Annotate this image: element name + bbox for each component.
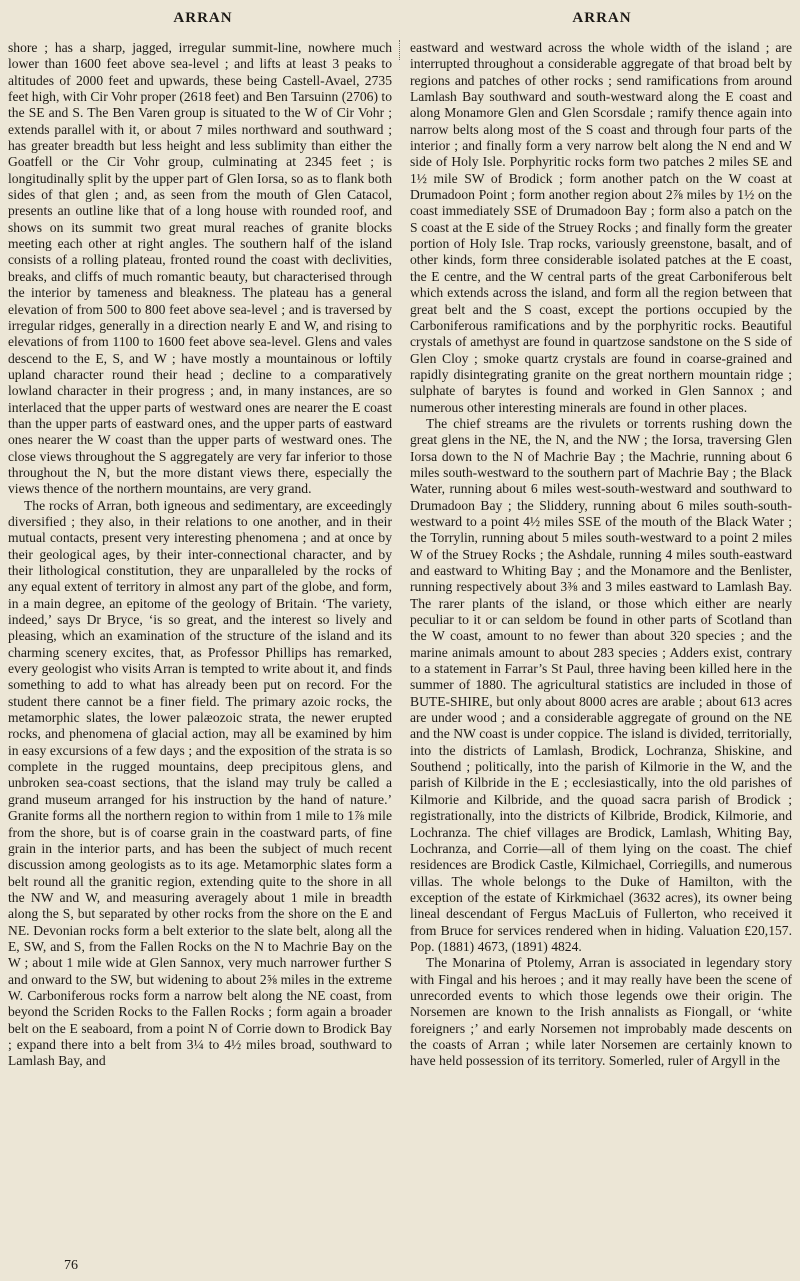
column-rule [399,40,400,60]
paragraph: The rocks of Arran, both igneous and sedimentary, are exceedingly diversified ; they also, in their relations to one another, and in their mutual contacts, present very interesting phenomena ; and at once by their geological ages, by their inter-connectional character, and by their lithological constitution, they are unparalleled by the rocks of any equal extent of territory in almost any part of the globe, and form, in a main degree, an epitome of the geology of Britain. ‘The variety, indeed,’ says Dr Bryce, ‘is so great, and the interest so lively and pleasing, which an examination of the structure of the island and its charming scenery excites, that, as Professor Phillips has remarked, every geologist who visits Arran is tempted to write about it, and finds something to add to what has already been put on record. For the student there cannot be a finer field. The primary azoic rocks, the metamorphic slates, the lower palæozoic strata, the newer erupted rocks, and phenomena of glacial action, may all be examined by him in easy excursions of a few days ; and the exposition of the strata is so complete in the rugged mountains, deep precipitous glens, and unbroken sea-coast sections, that the island may truly be called a grand museum arranged for his instruction by the hand of nature.’ Granite forms all the northern region to within from 1 mile to 1⅞ mile from the shore, but is of coarse grain in the coastward parts, of fine grain in the interior parts, and has been the subject of much recent discussion among geologists as to its age. Metamorphic slates form a belt round all the granitic region, extending quite to the shore in all the NW and W, and measuring averagely about 1 mile in breadth along the S, but separated by other rocks from the shore on the E and NE. Devonian rocks form a belt exterior to the slate belt, along all the E, SW, and S, from the Fallen Rocks on the N to Machrie Bay on the W ; about 1 mile wide at Glen Sannox, very much narrower further S and onward to the SW, but widening to about 2⅝ miles in the extreme W. Carboniferous rocks form a narrow belt along the NE coast, from beyond the Scriden Rocks to the Fallen Rocks ; form again a broader belt on the E seaboard, from a point N of Corrie down to Brodick Bay ; expand there into a belt from 3¼ to 4½ miles broad, southward to Lamlash Bay, and [8,497,392,1069]
paragraph: The chief streams are the rivulets or torrents rushing down the great glens in the NE, the N, and the NW ; the Iorsa, traversing Glen Iorsa down to the N of Machrie Bay ; the Machrie, running about 6 miles south-westward to the southern part of Machrie Bay ; the Black Water, running about 6 miles west-south-westward and southward to Drumadoon Bay ; the Sliddery, running about 6 miles south-south-westward to a point 4½ miles SSE of the mouth of the Black Water ; the Torrylin, running about 5 miles south-westward to a point 2 miles W of the Struey Rocks ; the Ashdale, running 4 miles south-eastward and eastward to Whiting Bay ; and the Monamore and the Benlister, running respectively about 3⅜ and 3 miles eastward to Lamlash Bay. The rarer plants of the island, or those which either are nearly peculiar to it or can seldom be found in other parts of Scotland than the W coast, amount to no fewer than about 320 species ; and the marine animals amount to about 283 species ; Adders exist, contrary to a statement in Farrar’s St Paul, three having been killed here in the summer of 1880. The agricultural statistics are included in those of BUTE-SHIRE, but only about 8000 acres are arable ; about 613 acres are under wood ; and a considerable aggregate of ground on the NE and the NW coast is under coppice. The island is divided, territorially, into the districts of Lamlash, Brodick, Lochranza, Shiskine, and Southend ; politically, into the parish of Kilmorie in the W, and the parish of Kilbride in the E ; ecclesiastically, into the old parishes of Kilmorie and Kilbride, and the quoad sacra parish of Brodick ; registrationally, into the districts of Kilbride, Brodick, Kilmorie, and Lochranza. The chief villages are Brodick, Lamlash, Whiting Bay, Lochranza, and Corrie—all of them lying on the coast. The chief residences are Brodick Castle, Kilmichael, Corriegills, and numerous villas. The whole belongs to the Duke of Hamilton, with the exception of the estate of Kirkmichael (3632 acres), its owner being lineal descendant of Fergus MacLuis of Fullerton, who received it from Bruce for services rendered when in hiding. Valuation £20,157. Pop. (1881) 4673, (1891) 4824. [410,415,792,954]
left-column [8,40,392,1070]
paragraph: shore ; has a sharp, jagged, irregular summit-line, nowhere much lower than 1600 feet above sea-level ; and lifts at least 3 peaks to altitudes of 2000 feet and upwards, these being Castell-Avael, 2735 feet high, with Cir Vohr proper (2618 feet) and Ben Tarsuinn (2706) to the SE and S. The Ben Varen group is situated to the W of Cir Vohr ; extends parallel with it, or about 7 miles northward and southward ; has greater breadth but less height and less sublimity than either the Goatfell or the Cir Vohr group, culminating at 2345 feet ; is longitudinally split by the upper part of Glen Iorsa, so as to flank both sides of that glen ; and, as seen from the mouth of Glen Catacol, presents an outline like that of a long house with rounded roof, and shows on its summit two great mural reaches of granite blocks meeting each other at right angles. The southern half of the island consists of a rolling plateau, fronted round the coast with declivities, breaks, and cliffs of much romantic beauty, but characterised through the interior by tameness and bleakness. The plateau has a general elevation of from 500 to 800 feet above sea-level ; and is traversed by irregular ridges, generally in a direction nearly E and W, and rising to elevations of from 1100 to 1600 feet above sea-level. Glens and vales descend to the E, S, and W ; have mostly a mountainous or loftily upland character round their head ; decline to a comparatively lowland character in their progress ; and, in many instances, are so interlaced that the upper parts of westward ones are nearer the E coast than the upper parts of eastward ones, and the upper parts of eastward ones nearer the W coast than the upper parts of westward ones. The close views throughout the S aggregately are very far inferior to those throughout the N, but the more distant views there, especially the views thence of the northern mountains, are very grand. [8,40,392,497]
paragraph: The Monarina of Ptolemy, Arran is associated in legendary story with Fingal and his heroes ; and it may really have been the scene of unrecorded events to which those legends owe their origin. The Norsemen are known to the Irish annalists as Fiongall, or ‘white foreigners ;’ and early Norsemen not improbably made descents on the coasts of Arran ; while later Norsemen are certainly known to have held possession of its territory. Somerled, ruler of Argyll in the [410,955,792,1069]
running-head-right: ARRAN [572,10,632,26]
running-head-left: ARRAN [173,10,233,26]
right-column [410,40,792,1070]
paragraph: eastward and westward across the whole width of the island ; are interrupted throughout a considerable aggregate of that broad belt by regions and patches of other rocks ; send ramifications from around Lamlash Bay southward and south-westward along the E coast and along Monamore Glen and Glen Scorsdale ; ramify thence again into narrow belts along most of the S coast and through four parts of the interior ; and finally form a very narrow belt along the N end and W side of Holy Isle. Porphyritic rocks form two patches 2 miles SE and 1½ mile SW of Brodick ; form another patch on the W coast at Drumadoon Point ; form another region about 2⅞ miles by 1½ on the coast immediately SSE of Drumadoon Bay ; form also a patch on the S coast at the E side of the Struey Rocks ; and finally form the greater portion of Holy Isle. Trap rocks, variously greenstone, basalt, and of other kinds, form three considerable isolated patches at the E coast, the E centre, and the W central parts of the great Carboniferous belt which extends across the island, and form all the region between that great belt and the S coast, except the portions occupied by the Carboniferous ramifications and by the porphyritic rocks. Beautiful crystals of amethyst are found in quartzose sandstone on the S side of Glen Cloy ; smoke quartz crystals are found in coarse-grained and rapidly disintegrating granite on the great northern mountain ridge ; sulphate of barytes is found and worked in Glen Sannox ; and numerous other interesting minerals are found in other places. [410,40,792,415]
page-number: 76 [64,1258,78,1273]
